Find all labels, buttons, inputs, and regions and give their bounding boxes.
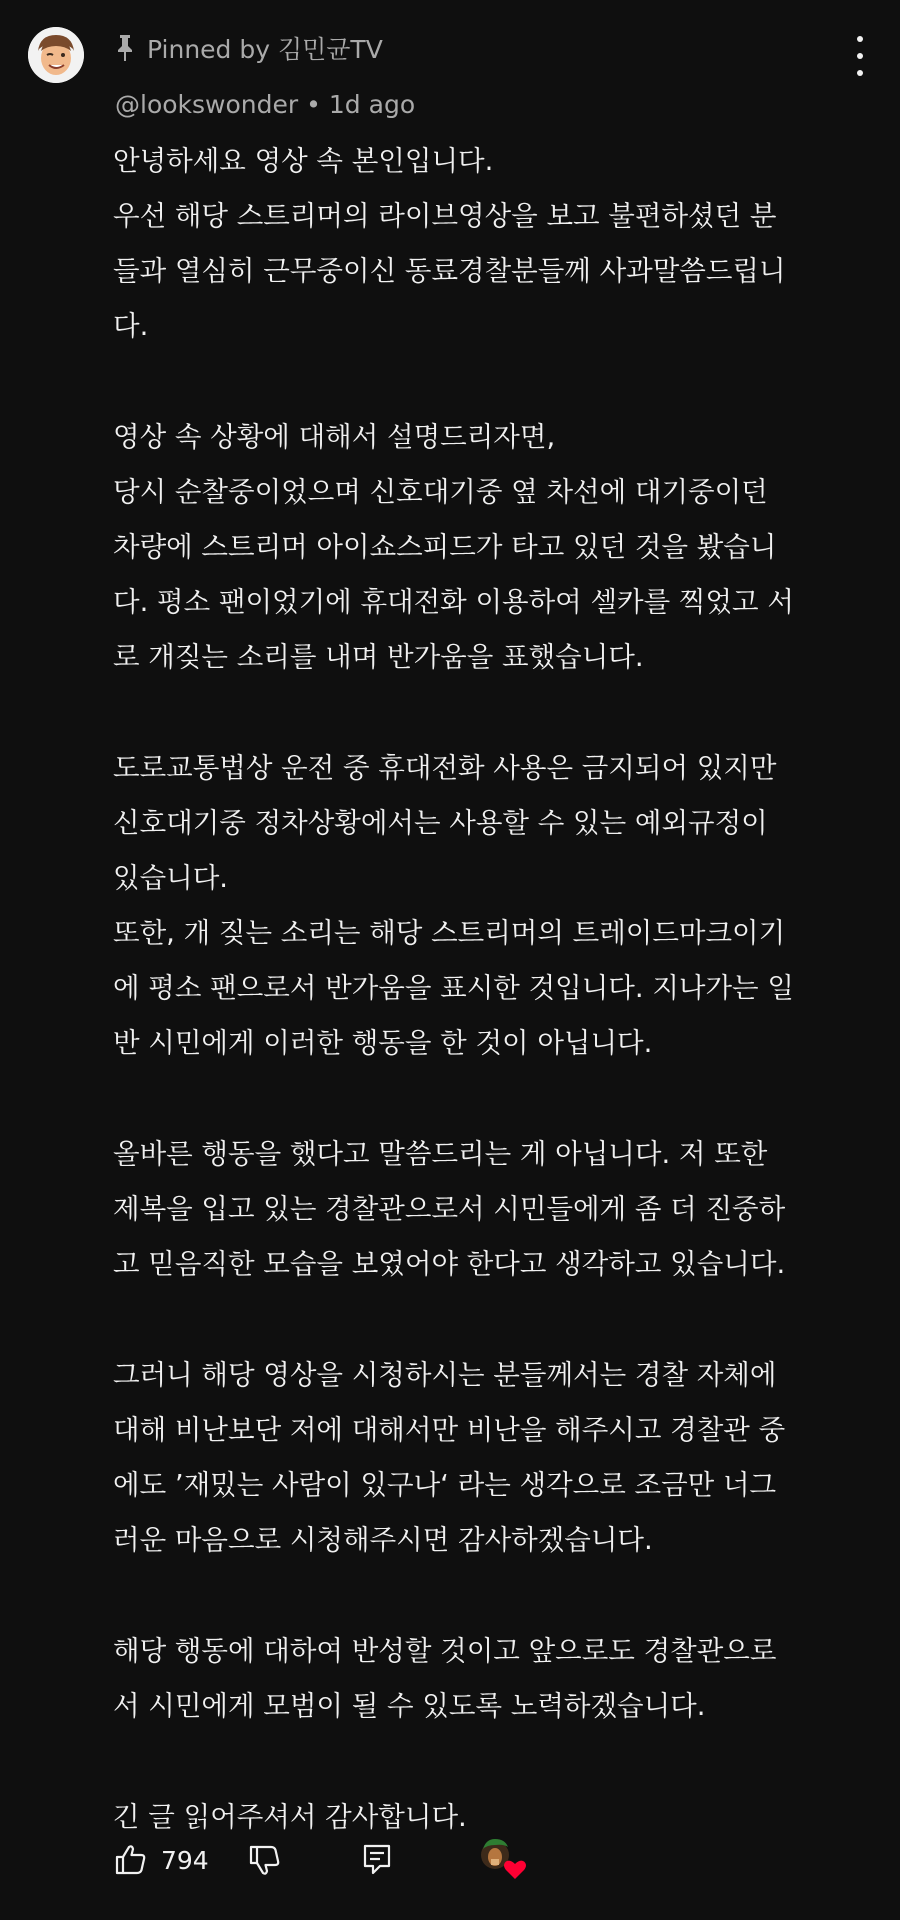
comment-line: 도로교통법상 운전 중 휴대전화 사용은 금지되어 있지만 bbox=[113, 752, 777, 784]
comment-line: 다. bbox=[113, 310, 149, 342]
comment-line: 차량에 스트리머 아이쇼스피드가 타고 있던 것을 봤습니 bbox=[113, 531, 777, 563]
author-handle[interactable]: @lookswonder bbox=[115, 89, 299, 119]
creator-heart-icon bbox=[478, 1835, 528, 1883]
author-avatar[interactable] bbox=[28, 27, 84, 83]
comment-line: 제복을 입고 있는 경찰관으로서 시민들에게 좀 더 진중하 bbox=[113, 1193, 786, 1225]
comment-blank-line bbox=[113, 685, 848, 741]
like-button[interactable] bbox=[113, 1842, 149, 1878]
comment-line: 그러니 해당 영상을 시청하시는 분들께서는 경찰 자체에 bbox=[113, 1359, 777, 1391]
comment-blank-line bbox=[113, 1734, 848, 1790]
comment-line: 있습니다. bbox=[113, 862, 229, 894]
comment-line: 반 시민에게 이러한 행동을 한 것이 아닙니다. bbox=[113, 1027, 653, 1059]
thumbs-up-icon bbox=[113, 1842, 149, 1878]
reply-button[interactable] bbox=[361, 1843, 393, 1877]
comment-line: 다. 평소 팬이었기에 휴대전화 이용하여 셀카를 찍었고 서 bbox=[113, 586, 794, 618]
comment-line: 러운 마음으로 시청해주시면 감사하겠습니다. bbox=[113, 1524, 653, 1556]
comment-line: 올바른 행동을 했다고 말씀드리는 게 아닙니다. 저 또한 bbox=[113, 1138, 768, 1170]
comment-time: 1d ago bbox=[328, 89, 416, 119]
pin-icon bbox=[115, 33, 135, 63]
like-count: 794 bbox=[161, 1845, 209, 1875]
comment-byline bbox=[115, 84, 415, 124]
memoji-avatar-icon bbox=[28, 27, 84, 83]
comment-blank-line bbox=[113, 1071, 848, 1127]
comment-line: 들과 열심히 근무중이신 동료경찰분들께 사과말씀드립니 bbox=[113, 255, 786, 287]
comment-blank-line bbox=[113, 354, 848, 410]
comment-text bbox=[113, 134, 848, 1845]
comment-line: 대해 비난보단 저에 대해서만 비난을 해주시고 경찰관 중 bbox=[113, 1414, 786, 1446]
comment-line: 영상 속 상황에 대해서 설명드리자면, bbox=[113, 421, 556, 453]
more-vertical-icon[interactable] bbox=[850, 36, 870, 76]
pinned-label: Pinned by 김민균TV bbox=[147, 35, 383, 64]
reply-comment-icon bbox=[361, 1843, 393, 1877]
comment-line: 우선 해당 스트리머의 라이브영상을 보고 불편하셨던 분 bbox=[113, 200, 777, 232]
comment-line: 신호대기중 정차상황에서는 사용할 수 있는 예외규정이 bbox=[113, 807, 768, 839]
comment-line: 또한, 개 짖는 소리는 해당 스트리머의 트레이드마크이기 bbox=[113, 917, 786, 949]
byline-separator: • bbox=[306, 89, 321, 119]
comment-line: 당시 순찰중이었으며 신호대기중 옆 차선에 대기중이던 bbox=[113, 476, 768, 508]
comment-actions bbox=[113, 1840, 393, 1880]
comment-line: 서 시민에게 모범이 될 수 있도록 노력하겠습니다. bbox=[113, 1690, 706, 1722]
comment-line: 고 믿음직한 모습을 보였어야 한다고 생각하고 있습니다. bbox=[113, 1248, 786, 1280]
comment-line: 에도 ’재밌는 사람이 있구나‘ 라는 생각으로 조금만 너그 bbox=[113, 1469, 777, 1501]
comment-line: 안녕하세요 영상 속 본인입니다. bbox=[113, 145, 494, 177]
pinned-indicator bbox=[115, 28, 383, 68]
comment-line: 로 개짖는 소리를 내며 반가움을 표했습니다. bbox=[113, 641, 644, 673]
comment-blank-line bbox=[113, 1292, 848, 1348]
creator-heart bbox=[478, 1835, 528, 1883]
comment-line: 긴 글 읽어주셔서 감사합니다. bbox=[113, 1801, 467, 1833]
comment-line: 에 평소 팬으로서 반가움을 표시한 것입니다. 지나가는 일 bbox=[113, 972, 794, 1004]
comment-line: 해당 행동에 대하여 반성할 것이고 앞으로도 경찰관으로 bbox=[113, 1635, 777, 1667]
dislike-button[interactable] bbox=[247, 1842, 283, 1878]
thumbs-down-icon bbox=[247, 1842, 283, 1878]
comment-blank-line bbox=[113, 1568, 848, 1624]
